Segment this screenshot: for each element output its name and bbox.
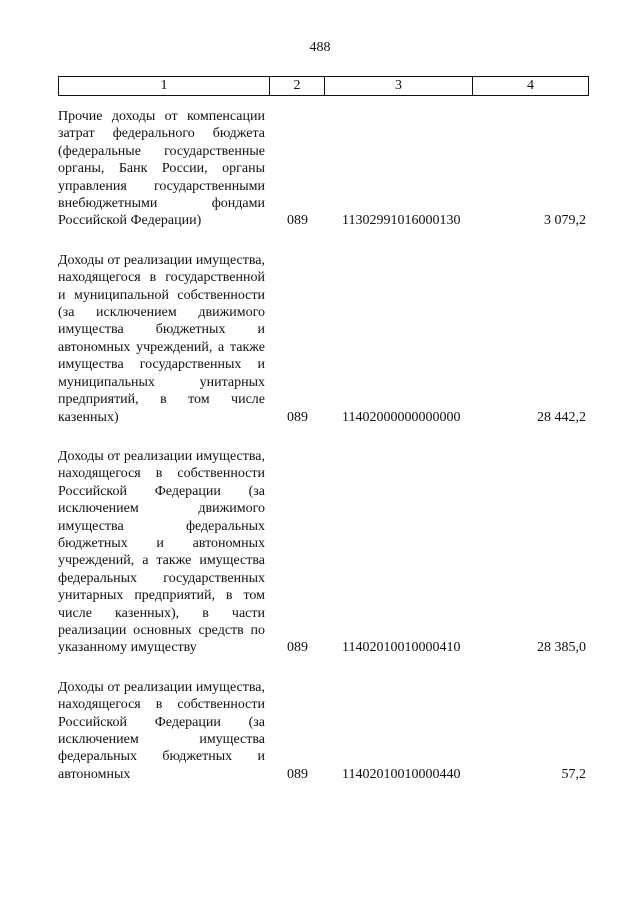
column-header-1: 1 [59, 77, 270, 96]
table-row [58, 252, 588, 426]
row-description: Доходы от реализации имущества, находящегося в государственной и муниципальной собственности (за исключением движимого имущества бюджетных и автономных учреждений, а также имущества государственных и муниципальных унитарных предприятий, в том числе казенных) [58, 252, 265, 425]
row-admin-code: 089 [287, 409, 308, 425]
row-admin-code: 089 [287, 766, 308, 782]
column-header-row [59, 77, 589, 96]
income-rows [58, 108, 588, 805]
row-amount: 28 385,0 [537, 640, 586, 656]
table-row [58, 448, 588, 657]
page-number: 488 [309, 40, 331, 55]
row-kbk-code: 11402010010000410 [342, 640, 461, 656]
row-kbk-code: 11402000000000000 [342, 409, 461, 425]
table-row [58, 108, 588, 230]
row-admin-code: 089 [287, 640, 308, 656]
row-amount: 57,2 [561, 766, 586, 782]
row-kbk-code: 11302991016000130 [342, 213, 461, 229]
row-description: Доходы от реализации имущества, находящегося в собственности Российской Федерации (за исключением движимого имущества федеральных бюджетных и автономных учреждений, а также имущества федеральных государственных унитарных предприятий, в том числе казенных), в части реализации основных средств по указанному имуществу [58, 448, 265, 656]
column-header-table [58, 76, 589, 96]
column-header-4: 4 [473, 77, 589, 96]
row-admin-code: 089 [287, 213, 308, 229]
table-row [58, 679, 588, 783]
row-description: Прочие доходы от компенсации затрат федерального бюджета (федеральные государственные органы, Банк России, органы управления государственными внебюджетными фондами Российской Федерации) [58, 109, 265, 229]
column-header-2: 2 [270, 77, 325, 96]
row-amount: 3 079,2 [544, 213, 586, 229]
row-description: Доходы от реализации имущества, находящегося в собственности Российской Федерации (за исключением имущества федеральных бюджетных и автономных [58, 679, 265, 782]
row-kbk-code: 11402010010000440 [342, 766, 461, 782]
row-amount: 28 442,2 [537, 409, 586, 425]
column-header-3: 3 [325, 77, 473, 96]
